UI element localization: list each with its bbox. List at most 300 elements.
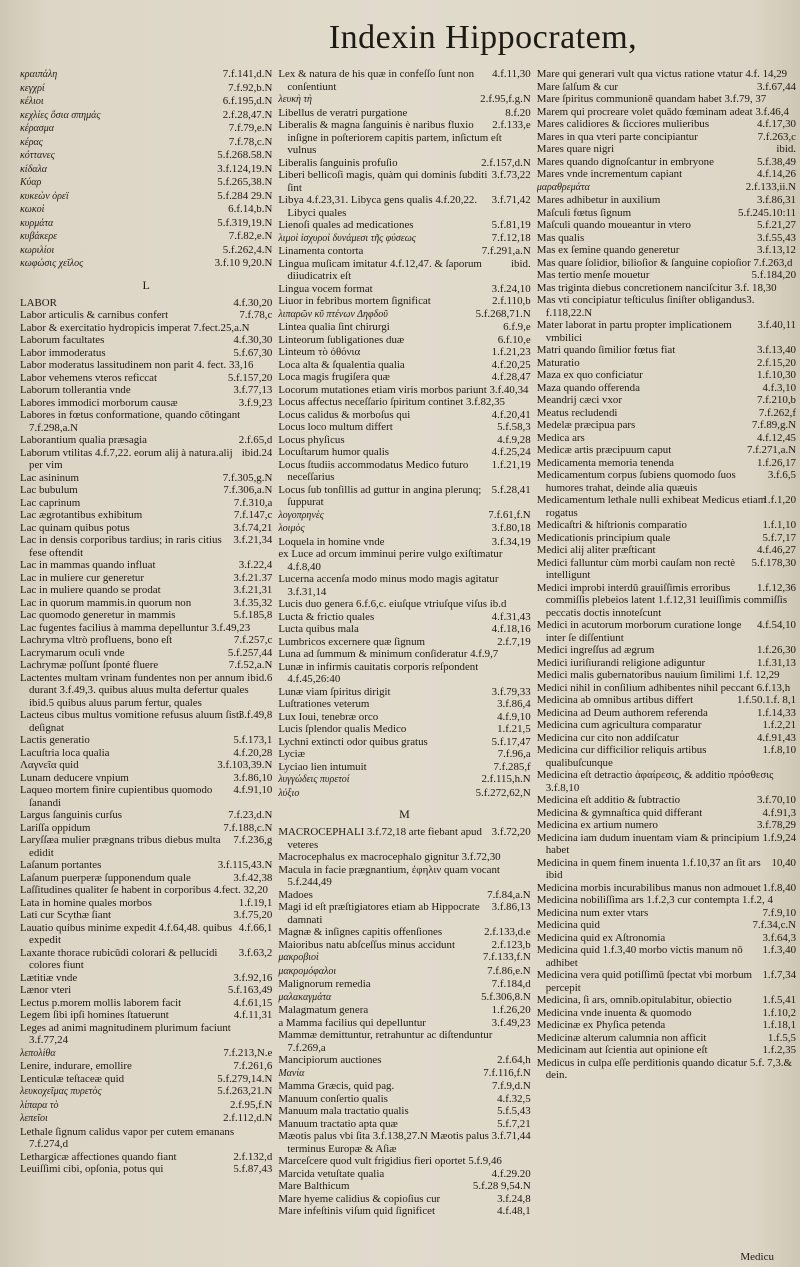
entry-term: Laryſſæa mulier prægnans tribus diebus multa edidit [20,834,221,859]
entry-term: Locus phyſicus [278,433,345,446]
entry-term: κυρμάτα [20,217,54,229]
index-entry [278,926,530,939]
entry-reference: 4.f.28,47 [491,371,531,383]
entry-term: Lucerna accenſa modo minus modo magis agitatur 3.f.31,14 [278,573,499,598]
entry-term: Magnæ & inſignes capitis offenſiones [278,926,443,938]
entry-reference: 1.f.21,23 [491,346,531,358]
entry-reference: 5.f.265,38.N [217,176,273,188]
entry-term: Liberalis ſanguinis profuſio [278,156,398,169]
entry-reference: 2.f.123,b [491,938,531,951]
entry-term: Meandrij cæci vxor [536,394,622,406]
entry-term: Marem qui procreare volet quādo fœminam adeat 3.f.46,4 [536,105,789,118]
entry-term: Medicina cum agricultura comparatur [536,719,702,731]
index-entry [537,1007,796,1020]
index-entry [20,397,272,410]
entry-reference: 3.f.40,11 [757,319,797,331]
entry-term: Largus ſanguinis curſus [20,809,123,821]
entry-reference: 4.f.9,10 [497,710,531,723]
entry-reference: 3.f.21.37 [233,571,273,584]
entry-term: Lunæ in infirmis cauitatis corporis reſpondent 4.f.45,26:40 [278,660,479,685]
section-letter: L [142,277,150,292]
entry-term: Labor & exercitatio hydropicis imperat 7.fect.25,a.N [20,321,250,334]
index-entry [278,509,530,523]
entry-reference: 3.f.73,22 [491,169,531,181]
index-entry [537,494,796,519]
index-entry [20,472,272,485]
entry-term: Medici malis gubernatoribus nauium ſimilimi 1.f. 12,29 [536,669,780,681]
entry-reference: 1.f.26,17 [756,456,797,469]
index-entry [537,81,796,94]
entry-term: Lata in homine quales morbos [20,896,152,909]
entry-term: Lunam deducere vnpium [20,771,129,784]
entry-term: λοιμὸς [278,523,305,534]
index-entry [278,978,530,991]
entry-term: Medici falluntur cùm morbi cauſam non rectè intelligunt [536,556,736,581]
index-entry [537,143,796,156]
entry-term: Maſculi fœtus ſignum [536,206,632,219]
index-entry [20,109,272,123]
index-entry [20,922,272,947]
entry-reference: 1.f.3,40 [762,944,797,956]
index-entry [20,884,272,897]
entry-reference: 3.f.71,44 [491,1130,531,1142]
entry-reference: 7.f.236,g [233,834,273,846]
entry-term: Liberalis & magna ſanguinis è naribus fluxio inſigne in poſteriorem capitis partem, inſictum eſt vulnus [278,119,502,156]
index-entry [20,809,272,822]
index-entry [20,176,272,190]
entry-term: Labor vehemens vteros reficcat [20,371,157,384]
index-entry [537,619,796,644]
entry-reference: 3.f.64,3 [762,931,797,944]
entry-term: Medicina quid [536,919,600,931]
entry-term: κεγχρί [20,82,45,94]
entry-term: Medicina quid ex Aſtronomia [536,931,666,944]
index-entry [278,359,530,372]
entry-term: λεπεῖοι [20,1113,48,1124]
entry-reference: 7.f.263,c [757,130,797,143]
entry-reference: 7.f.79,e.N [228,122,273,134]
entry-reference: 1.f.26,30 [756,644,797,656]
entry-term: Linamenta contorta [278,245,364,257]
index-entry [537,1032,796,1045]
entry-term: Mares in qua vteri parte concipiantur [536,130,698,143]
entry-term: Lyciæ [278,748,305,760]
page-header [20,8,796,68]
index-entry [278,421,530,434]
entry-term: Medicina cur difficilior reliquis artibus qualibuſcunque [536,744,707,769]
index-entry [537,1057,796,1082]
entry-term: Marceſcere quod vult frigidius fieri oportet 5.f.9,46 [278,1155,502,1167]
entry-reference: 1.f.7,34 [762,969,797,981]
entry-term: Lumbricos excernere quæ ſignum [278,635,426,648]
entry-reference: 3.f.22,4 [238,559,273,571]
entry-term: Labor articulis & carnibus confert [20,309,169,321]
index-entry [278,1205,530,1218]
entry-term: Lethale ſignum calidus vapor per cutem emanans 7.f.274,d [20,1125,235,1150]
index-entry [278,1093,530,1106]
entry-reference: 4.f.20,28 [233,746,273,759]
index-entry [20,1085,272,1099]
entry-reference: 5.f.38,49 [756,155,797,168]
entry-term: Madoes [278,888,313,901]
index-entry [537,168,796,181]
entry-reference: 3.f.63,2 [238,946,273,959]
entry-reference: 3.f.103,39.N [217,759,273,771]
entry-reference: 1.f.1,20 [762,494,797,506]
entry-term: Lac ægrotantibus exhibitum [20,509,143,521]
entry-term: Linteum τὸ ὀθόνια [278,346,361,358]
entry-term: Mater laborat in partu propter implicationem vmbilici [536,319,732,344]
index-entry [278,446,530,459]
entry-term: Laqueo mortem finire cupientibus quomodo ſanandi [20,784,213,809]
entry-term: Mare hyeme calidius & copioſius cur [278,1192,441,1205]
entry-term: Lucta quibus mala [278,623,359,635]
entry-term: Linteorum ſubligationes duæ [278,333,405,346]
entry-reference: 7.f.147,c [233,509,273,521]
index-entry [278,1029,530,1054]
entry-reference: 7.f.116,f.N [483,1066,531,1079]
entry-reference: 1.f.8,40 [762,881,797,894]
index-entry [20,734,272,747]
index-entry [537,207,796,220]
entry-term: Medicina eſt detractio ἀφαίρεσις, & additio πρόσθεσις 3.f.8,10 [536,769,774,794]
entry-reference: 3.f.24,8 [497,1192,531,1205]
index-entry [537,432,796,445]
entry-term: Lac in muliere cur generetur [20,571,144,584]
index-entry [20,1060,272,1073]
entry-reference: 5.f.17,47 [491,735,531,748]
index-entry [537,919,796,932]
entry-term: Lac quomodo generetur in mammis [20,609,176,621]
index-entry [537,357,796,370]
entry-term: Laborum facultates [20,334,105,346]
index-entry [537,269,796,282]
index-entry [537,469,796,494]
entry-term: Laxante thorace rubicūdi colorari & pellucidi colores fiunt [20,946,218,971]
index-entry [20,559,272,572]
entry-reference: 7.f.78,c.N [228,135,273,148]
entry-reference: 3.f.79,33 [491,685,531,698]
entry-term: Lex & natura de his quæ in confeſſo ſunt non conſentiunt [278,68,475,93]
index-entry [278,157,530,170]
entry-term: Lenticulæ teſtaceæ quid [20,1072,125,1085]
entry-term: λίπαρα τὸ [20,1099,59,1111]
entry-term: Macrocephalus ex macrocephalo gignitur 3.f.72,30 [278,851,501,863]
entry-reference: 4.f.32,5 [497,1092,531,1105]
entry-term: Medicina iam dudum inuentam viam & principium habet [536,831,760,856]
index-entry [278,1118,530,1131]
index-entry [20,947,272,972]
entry-term: Medicina vnde inuenta & quomodo [536,1006,692,1019]
entry-reference: 3.f.49,8 [238,709,273,721]
index-entry [20,1099,272,1113]
entry-reference: 3.f.13,12 [756,244,797,256]
entry-reference: ibid. [511,257,531,270]
index-entry [278,723,530,736]
index-entry [20,1022,272,1047]
index-entry [278,826,530,851]
entry-reference: 5.f.268,71.N [475,307,531,320]
entry-term: Lyciao lien intumuit [278,760,367,773]
entry-term: Medici in acutorum morborum curatione longe inter ſe diſſentiunt [536,619,742,644]
entry-term: Manuum tractatio apta quæ [278,1117,398,1130]
entry-term: Laſanum puerperæ ſupponendum quale [20,871,191,884]
entry-reference: 4.f.25,24 [491,446,531,458]
index-entry [537,282,796,295]
entry-reference: 6.f.9,e [503,321,531,333]
entry-reference: 7.f.141,d.N [222,68,273,80]
entry-reference: 3.f.92,16 [233,971,273,984]
entry-term: Medicus in culpa eſſe perditionis quando dicatur 5.f. 7,3.& dein. [536,1056,792,1081]
index-entry [20,309,272,322]
entry-reference: 3.f.80,18 [491,522,531,534]
entry-reference: 4.f.3,10 [762,381,797,394]
entry-term: Medicaſtri & hiſtrionis comparatio [536,519,688,531]
entry-reference: 4.f.54,10 [756,619,797,631]
entry-term: Lacteus cibus multus vomitione refusus aluum ſisti deſignat [20,709,243,734]
entry-term: Mare qui generari vult qua victus ratione vtatur 4.f. 14,29 [536,68,788,80]
entry-reference: 4.f.91,43 [756,731,797,744]
index-entry [278,1155,530,1168]
entry-reference: 5.f.184,20 [751,269,797,281]
entry-term: Mares adhibetur in auxilium [536,194,661,206]
entry-term: Lucis duo genera 6.f.6,c. eiuſque vtriuſque viſus ib.d [278,598,507,610]
index-entry [537,369,796,382]
entry-term: Mæotis palus vbi ſita 3.f.138,27.N Mæotis palus terminus Europæ & Aſiæ [278,1130,489,1155]
index-entry [278,1080,530,1093]
entry-term: Lac bubulum [20,484,78,496]
entry-reference: 1.f.2,21 [762,719,797,731]
index-entry [20,659,272,672]
entry-reference: 2.f.7,19 [497,635,531,648]
entry-term: Maza quando offerenda [536,381,640,394]
index-entry [20,534,272,559]
entry-reference: 4.f.11,30 [492,68,531,80]
index-entry [537,444,796,457]
index-entry [537,394,796,407]
entry-reference: 5.f.163,49 [227,984,273,996]
index-entry [20,1009,272,1022]
entry-term: Lænor vteri [20,984,72,996]
index-entry [537,106,796,119]
entry-term: a Mamma facilius qui depelluntur [278,1016,426,1029]
entry-term: Medicina ex artium numero [536,819,658,831]
entry-reference: 3.f.24,10 [491,282,531,295]
entry-reference: 3.f.21,31 [233,584,273,596]
entry-reference: 3.f.115,43.N [217,859,273,871]
index-entry [278,194,530,219]
index-entry [278,648,530,661]
index-entry [278,68,530,93]
index-entry [20,972,272,985]
entry-reference: 7.f.89,g.N [751,419,797,431]
index-entry [278,598,530,611]
index-entry [278,851,530,864]
entry-term: Lauatio quibus minime expedit 4.f.64,48. quibus expedit [20,921,233,946]
entry-term: Medicina, ſi ars, omnib.opitulabitur, obiectio [536,994,732,1006]
entry-term: Lac in densis corporibus tardius; in raris citius fese oftendit [20,534,222,559]
index-entry [537,944,796,969]
entry-reference: 4.f.66,1 [238,921,273,934]
entry-term: Locus loco multum differt [278,421,393,433]
entry-reference: 7.f.52,a.N [228,659,273,671]
entry-reference: 7.f.306,a.N [223,484,273,496]
index-entry [278,409,530,422]
entry-reference: 4.f.91,10 [233,784,273,796]
entry-term: Locus calidus & morboſus qui [278,408,411,421]
entry-reference: 8.f.20 [505,106,531,119]
index-entry [278,991,530,1005]
index-entry [278,232,530,246]
entry-reference: 10,40 [771,856,797,869]
entry-term: λιπαρῶν κῦ πτένων Δηφδοῦ [278,308,388,320]
entry-term: Lenire, indurare, emollire [20,1060,132,1072]
index-entry [20,82,272,96]
index-entry [278,1067,530,1081]
index-entry [278,636,530,649]
entry-term: μαραθρεμάτα [536,181,590,193]
entry-reference: 2.f.157,d.N [481,156,531,169]
entry-reference: 4.f.20,41 [491,408,531,421]
entry-reference: 5.f.81,19 [491,219,531,231]
entry-term: Lactentes multam vrinam fundentes non per annum durant 3.f.49,3. quibus aluus multa defertur quales ibid.5 quibus aluus parum fertur, quales [20,671,249,709]
index-entry [278,308,530,322]
entry-term: LABOR [20,296,57,309]
entry-reference: 3.f.70,10 [756,794,797,806]
index-entry [20,897,272,910]
entry-reference: 7.f.23,d.N [228,809,273,821]
entry-reference: 4.f.30,30 [233,334,273,346]
entry-reference: 4.f.11,31 [233,1009,273,1021]
index-entry [537,744,796,769]
index-entry [537,519,796,532]
entry-term: Malignorum remedia [278,978,371,990]
entry-reference: 2.f.133,ii.N [745,180,797,193]
entry-term: Loquela in homine vnde [278,535,385,548]
entry-term: Lucta & frictio quales [278,610,375,623]
index-entry [20,522,272,535]
entry-reference: 7.f.86,e.N [487,964,531,977]
entry-term: Mas vti concipiatur teſticulus ſiniſter obligandus3. f.118,22.N [536,294,755,319]
entry-term: Medicinæ ex Phyſica petenda [536,1019,666,1031]
entry-reference: 4.f.31,43 [491,610,531,623]
entry-term: Λαγνεῖα quid [20,759,79,771]
entry-reference: 7.f.210,b [756,394,797,406]
entry-term: Medicina nobiliſſima ars 1.f.2,3 cur contempta 1.f.2, 4 [536,894,773,906]
entry-term: Μανία [278,1067,305,1079]
index-entry [20,784,272,809]
entry-reference: 5.f.7,21 [497,1117,531,1130]
entry-reference: 2.f.110,b [492,295,531,307]
entry-reference: 7.f.82,e.N [228,230,273,242]
entry-term: ex Luce ad orcum imminui perire vulgo exiſtimatur 4.f.8,40 [278,548,503,573]
index-entry [278,939,530,952]
entry-term: Lectus p.morem mollis laborem facit [20,996,182,1009]
index-column-1 [20,68,272,1238]
entry-term: λογοπρηνὲς [278,509,324,521]
index-entry [278,258,530,283]
index-entry [20,359,272,372]
entry-term: Mamma Græcis, quid pag. [278,1080,395,1092]
index-entry [20,822,272,835]
index-entry [537,93,796,106]
index-entry [537,232,796,245]
index-entry [20,597,272,610]
entry-term: Laborum vtilitas 4.f.7,22. eorum alij à natura.alij per vim [20,446,233,471]
index-entry [20,334,272,347]
index-entry [278,522,530,536]
index-entry [20,634,272,647]
entry-term: Maza ex quo conficiatur [536,369,643,381]
index-entry [278,901,530,926]
entry-reference: 7.f.262,f [758,406,797,419]
entry-reference: 3.f.75,20 [233,909,273,921]
entry-term: Medicamentum corpus ſubiens quomodo ſuos humores trahat, deinde alia quæuis [536,469,736,494]
entry-term: Medicamenta memoria tenenda [536,456,674,469]
index-entry [537,719,796,732]
index-entry [537,244,796,257]
entry-reference: 2.f.112,d.N [223,1112,273,1124]
index-entry [278,661,530,686]
entry-reference: 3.f.78,29 [756,819,797,831]
entry-term: Mas qualis [536,231,585,244]
entry-reference: 5.f.157,20 [227,371,273,384]
index-entry [537,532,796,545]
entry-term: Lac caprinum [20,496,81,509]
index-entry [537,644,796,657]
index-entry [20,909,272,922]
entry-term: Lariſſa oppidum [20,821,91,834]
entry-reference: 7.f.9,d.N [491,1080,531,1092]
index-entry [278,93,530,107]
index-entry [20,347,272,360]
entry-term: Locorum mutationes etiam viris morbos pariunt 3.f.40,34 [278,383,529,396]
index-entry [20,1073,272,1086]
index-entry [20,872,272,885]
entry-reference: 7.f.291,a.N [481,245,531,257]
entry-term: MACROCEPHALI 3.f.72,18 arte fiebant apud veteres [278,826,482,851]
entry-term: Lætitiæ vnde [20,971,78,984]
entry-term: Medica ars [536,431,585,444]
entry-term: Medici improbi interdū grauiſſimis erroribus commiſſis plebeios latent 1.f.12,31 leuiſſimis commiſſis peccatis doctis innoteſcunt [536,581,788,619]
index-entry [20,230,272,244]
index-entry [278,245,530,258]
index-entry [278,396,530,409]
entry-term: Mas quare ſolidior, bilioſior & ſanguine copioſior 7.f.263,d [536,256,793,269]
entry-term: Medicamentum lethale nulli exhibeat Medicus etiam rogatus [536,494,767,519]
index-entry [537,319,796,344]
index-entry [20,859,272,872]
entry-reference: 4.f.18,16 [491,623,531,635]
entry-term: Medicina & gymnaſtica quid differant [536,806,703,819]
entry-term: Lac in quorum mammis.in quorum non [20,596,192,609]
index-entry [278,334,530,347]
entry-reference: 3.f.21,34 [233,534,273,546]
index-entry [537,794,796,807]
index-entry [20,372,272,385]
entry-reference: ibid.24 [241,446,273,459]
entry-reference: 3.f.86,13 [491,901,531,913]
entry-term: Locuſtarum humor qualis [278,446,390,458]
entry-reference: 7.f.34,c.N [752,919,797,931]
entry-term: Loca magis frugiſera quæ [278,371,390,383]
index-entry [278,761,530,774]
entry-reference: 1.f.10,2 [762,1006,797,1019]
entry-term: Mammæ demittuntur, retrahuntur ac diſtenduntur 7.f.269,a [278,1029,493,1054]
index-entry [278,965,530,979]
index-entry [537,657,796,670]
entry-term: Luna ad ſummum & minimum conſideratur 4.f.9,7 [278,648,499,660]
